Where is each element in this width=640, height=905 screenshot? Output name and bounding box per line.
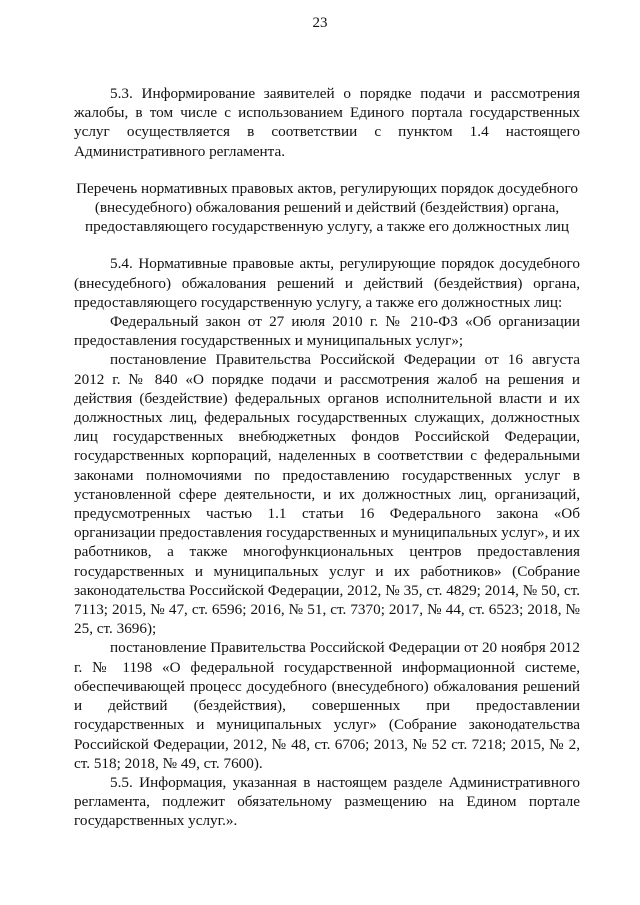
- paragraph-5-3: 5.3. Информирование заявителей о порядке подачи и рассмотрения жалобы, в том числе с использованием Единого портала государственных услуг осуществляется в соответствии с пунктом 1.4 настоящего Административного регламента.: [74, 85, 580, 160]
- document-body: [74, 84, 580, 831]
- paragraph-decree-840: постановление Правительства Российской Федерации от 16 августа 2012 г. № 840 «О порядке подачи и рассмотрения жалоб на решения и действия (бездействие) федеральных органов исполнительной власти и их должностных лиц, федеральных государственных служащих, должностных лиц государственных внебюджетных фондов Российской Федерации, государственных корпораций, наделенных в соответствии с федеральными законами полномочиями по предоставлению государственных услуг в установленной сфере деятельности, и их должностных лиц, организаций, предусмотренных частью 1.1 статьи 16 Федерального закона «Об организации предоставления государственных и муниципальных услуг», и их работников, а также многофункциональных центров предоставления государственных и муниципальных услуг и их работников» (Собрание законодательства Российской Федерации, 2012, № 35, ст. 4829; 2014, № 50, ст. 7113; 2015, № 47, ст. 6596; 2016, № 51, ст. 7370; 2017, № 44, ст. 6523; 2018, № 25, ст. 3696);: [74, 351, 580, 638]
- paragraph-5-5: 5.5. Информация, указанная в настоящем разделе Административного регламента, подлежит обязательному размещению на Едином портале государственных услуг.».: [74, 773, 580, 830]
- paragraph-law-210: Федеральный закон от 27 июля 2010 г. № 210-ФЗ «Об организации предоставления государственных и муниципальных услуг»;: [74, 313, 580, 350]
- paragraph-5-4: 5.4. Нормативные правовые акты, регулирующие порядок досудебного (внесудебного) обжалования решений и действий (бездействия) органа, предоставляющего государственную услугу, а также его должностных лиц:: [74, 255, 580, 311]
- page-number: 23: [312, 15, 328, 31]
- section-heading: Перечень нормативных правовых актов, регулирующих порядок досудебного (внесудебного) обжалования решений и действий (бездействия) органа, предоставляющего государственную услугу, а также его должностных лиц: [76, 179, 578, 236]
- paragraph-decree-1198: постановление Правительства Российской Федерации от 20 ноября 2012 г. № 1198 «О федеральной государственной информационной системе, обеспечивающей процесс досудебного (внесудебного) обжалования решений и действий (бездействия), совершенных при предоставлении государственных и муниципальных услуг» (Собрание законодательства Российской Федерации, 2012, № 48, ст. 6706; 2013, № 52 ст. 7218; 2015, № 2, ст. 518; 2018, № 49, ст. 7600).: [74, 639, 580, 772]
